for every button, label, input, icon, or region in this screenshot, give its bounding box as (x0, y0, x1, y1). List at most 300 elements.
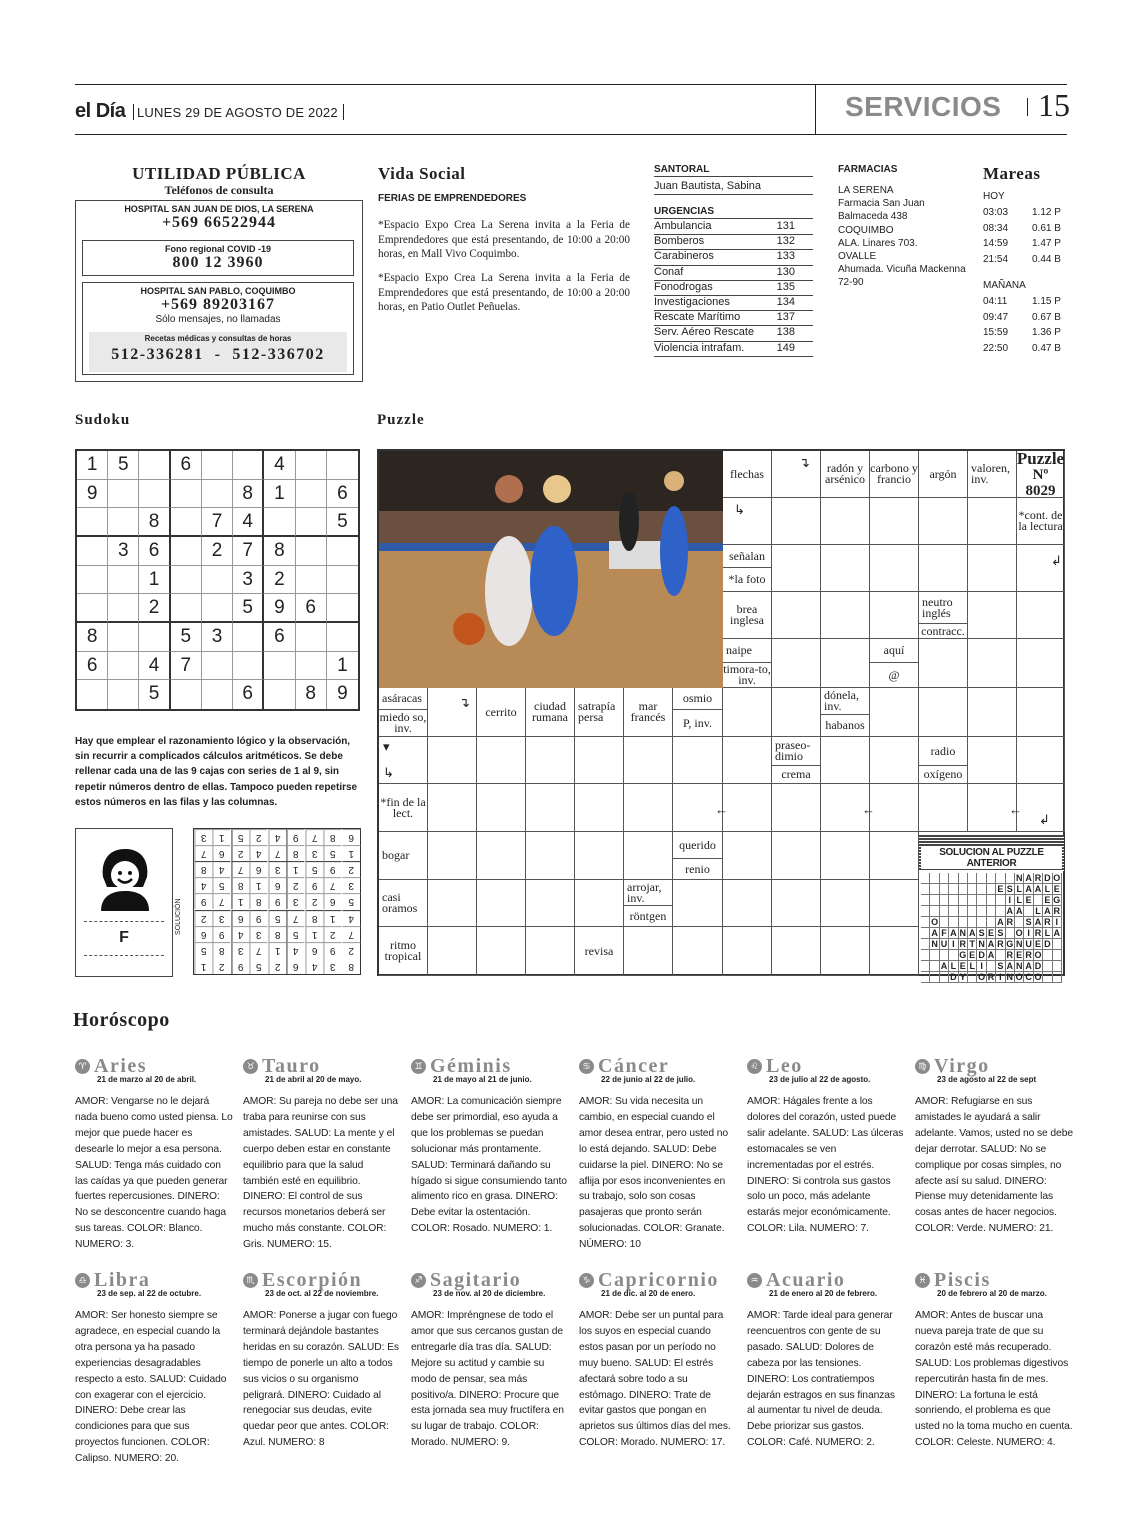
puzzle-clue: mar francés (624, 688, 673, 737)
solution-cell: 2 (342, 942, 360, 958)
section-title: SERVICIOS (845, 91, 1002, 122)
solution-cell: 5 (286, 926, 304, 942)
arrow-down-icon: ↴ (459, 695, 470, 710)
solution-cell: 3 (323, 958, 341, 974)
solution-letter (921, 906, 930, 917)
puzzle-cell[interactable] (821, 927, 870, 976)
solution-letter: R (1025, 950, 1032, 960)
sudoku-cell[interactable]: 9 (77, 480, 108, 509)
solution-cell: 2 (268, 958, 286, 974)
urgencia-label: Fonodrogas (654, 280, 713, 293)
solution-letter: G (1006, 939, 1014, 949)
solution-letter: G (959, 950, 967, 960)
sudoku-cell[interactable] (264, 508, 295, 537)
sudoku-cell[interactable]: 5 (108, 451, 139, 480)
solution-cell: 2 (249, 829, 267, 845)
puzzle-cell[interactable] (575, 784, 624, 832)
farmacia-line: COQUIMBO (838, 224, 894, 236)
marea-time: 08:34 (983, 222, 1009, 234)
sign-text: AMOR: Impréngnese de todo el amor que sus cercanos gustan de entregarle día tras día. SALUD: Mejore su actitud y cambie su modo de pensar, sea más positivo/a. DINERO: Procure que esta jornada sea muy fructífera en su lugar de trabajo. COLOR: Morado. NUMERO: 9. (411, 1310, 564, 1449)
urgencia-row (654, 326, 813, 341)
solution-cell: 7 (212, 893, 230, 909)
sudoku-cell[interactable]: 8 (233, 480, 264, 509)
solution-letter (949, 917, 958, 928)
solution-cell: 8 (323, 829, 341, 845)
solution-cell: 1 (249, 877, 267, 893)
sudoku-instructions: Hay que emplear el razonamiento lógico y la observación, sin recurrir a complicados cálculos aritméticos. Se debe rellenar cada una de las 9 cajas con series de 1 al 9, sin repetir números dentro de ellas. Tampoco pueden repetirse estos números en las filas y las columnas. (75, 736, 358, 808)
puzzle-cell[interactable] (428, 880, 477, 927)
puzzle-cell[interactable] (772, 592, 821, 639)
sudoku-cell[interactable] (77, 680, 108, 709)
solution-cell: 8 (348, 960, 354, 972)
puzzle-cell[interactable] (526, 927, 575, 976)
sudoku-cell[interactable]: 4 (233, 508, 264, 537)
sudoku-cell[interactable]: 3 (108, 537, 139, 566)
marea-value: 1.15 P (1032, 296, 1061, 307)
solution-letter (930, 873, 939, 884)
sudoku-cell[interactable] (171, 566, 202, 595)
marea-value: 0.47 B (1032, 342, 1061, 354)
sudoku-cell[interactable]: 5 (327, 508, 358, 537)
sign-header (915, 1269, 1073, 1291)
solution-cell: 1 (323, 910, 341, 926)
solution-letter: L (1015, 895, 1024, 906)
sudoku-cell[interactable]: 6 (77, 652, 108, 681)
sudoku-cell[interactable] (327, 623, 358, 652)
solution-letter: U (940, 939, 948, 949)
sudoku-cell[interactable] (139, 480, 170, 509)
urgencia-label: Carabineros (654, 250, 714, 263)
solution-cell: 4 (212, 861, 230, 877)
solution-letter: E (1053, 884, 1062, 895)
puzzle-cell[interactable] (526, 784, 575, 832)
puzzle-cell[interactable] (821, 880, 870, 927)
puzzle-cell[interactable] (575, 880, 624, 927)
puzzle-clue: naipe (723, 639, 772, 663)
urgencia-row (654, 296, 813, 311)
sudoku-cell[interactable] (296, 623, 327, 652)
sign-text: AMOR: Ser honesto siempre se agradece, en especial cuando la otra persona ya ha pasado experiencias desagradables respecto a esto. SALUD: Cuidado con exagerar con el ejercicio. DINERO: Debe crear las condiciones para que sus proyectos funcionen. COLOR: Calipso. NUMERO: 20. (75, 1310, 227, 1465)
solution-letter (1015, 917, 1024, 928)
puzzle-cell[interactable] (821, 737, 870, 784)
puzzle-clue: *fin de la lect. (379, 784, 428, 832)
puzzle-cell[interactable] (673, 927, 723, 976)
solution-cell: 2 (342, 861, 360, 877)
puzzle-cell[interactable] (919, 784, 968, 832)
marea-value: 1.36 P (1032, 327, 1061, 338)
sudoku-cell[interactable] (77, 537, 108, 566)
horoscope-sign (747, 1055, 905, 1237)
sudoku-cell[interactable]: 4 (139, 652, 170, 681)
solution-letter (968, 972, 977, 983)
puzzle-cell[interactable] (575, 832, 624, 880)
sudoku-cell[interactable] (264, 680, 295, 709)
puzzle-cell[interactable] (673, 880, 723, 927)
hospital-la-serena (75, 200, 363, 238)
puzzle-cell[interactable] (772, 927, 821, 976)
puzzle-cell[interactable] (821, 498, 870, 545)
sudoku-cell[interactable]: 8 (139, 508, 170, 537)
dotted-line (84, 921, 164, 922)
sudoku-cell[interactable] (233, 652, 264, 681)
solution-cell: 7 (323, 877, 341, 893)
solution-cell: 7 (342, 926, 360, 942)
sudoku-cell[interactable]: 7 (233, 537, 264, 566)
solution-cell: 5 (342, 893, 360, 909)
vida-social-title: Vida Social (378, 164, 466, 183)
puzzle-cell[interactable] (723, 688, 772, 737)
issue-date: LUNES 29 DE AGOSTO DE 2022 (137, 105, 338, 120)
puzzle-cell[interactable] (723, 832, 772, 880)
urgencia-row (654, 342, 813, 357)
sudoku-cell[interactable] (296, 508, 327, 537)
puzzle-cell[interactable] (870, 737, 919, 784)
solution-letter: A (1034, 917, 1042, 927)
sudoku-cell[interactable] (139, 623, 170, 652)
urgencia-label: Investigaciones (654, 296, 730, 308)
puzzle-cell[interactable] (821, 639, 870, 688)
sudoku-cell[interactable]: 3 (233, 566, 264, 595)
sudoku-cell[interactable]: 2 (264, 566, 295, 595)
puzzle-clue: arrojar, inv. (624, 880, 673, 906)
puzzle-cell[interactable] (870, 688, 919, 737)
solution-cell: 3 (305, 845, 323, 861)
sudoku-cell[interactable]: 6 (233, 680, 264, 709)
puzzle-cell[interactable] (870, 832, 919, 880)
puzzle-clue: radio (919, 737, 968, 766)
puzzle-clue: neutro inglés (919, 592, 968, 624)
puzzle-clue: casi oramos (379, 880, 428, 927)
sudoku-cell[interactable] (108, 480, 139, 509)
sudoku-cell[interactable] (264, 652, 295, 681)
sudoku-cell[interactable] (202, 566, 233, 595)
solution-letter (959, 873, 968, 884)
puzzle-cell[interactable] (772, 545, 821, 592)
sudoku-cell[interactable] (233, 451, 264, 480)
puzzle-cell[interactable] (673, 737, 723, 784)
sudoku-cell[interactable]: 5 (233, 594, 264, 623)
solution-letter (996, 906, 1005, 917)
puzzle-cell[interactable] (526, 832, 575, 880)
puzzle-number (1016, 448, 1065, 499)
zodiac-icon: ♊ (411, 1059, 426, 1074)
puzzle-cell[interactable] (772, 498, 821, 545)
puzzle-clue: querido (673, 832, 723, 859)
puzzle-cell[interactable] (870, 592, 919, 639)
solution-cell: 1 (194, 958, 212, 974)
sudoku-cell[interactable]: 7 (202, 508, 233, 537)
puzzle-cell[interactable] (477, 832, 526, 880)
puzzle-cell[interactable] (723, 498, 772, 545)
urgencia-label: Rescate Marítimo (654, 311, 741, 324)
solution-letter (940, 906, 949, 917)
solution-letter: I (1053, 917, 1062, 928)
sign-header (411, 1269, 569, 1291)
sudoku-cell[interactable] (108, 566, 139, 595)
solution-letter: E (1015, 950, 1024, 961)
sudoku-level-box (75, 828, 173, 977)
sign-header (75, 1269, 233, 1291)
puzzle-clue: renio (673, 859, 723, 880)
horoscope-sign (579, 1055, 737, 1253)
mareas-manana-label: MAÑANA (983, 280, 1026, 291)
sudoku-cell[interactable] (296, 451, 327, 480)
sudoku-cell[interactable]: 8 (296, 680, 327, 709)
puzzle-clue: flechas (723, 451, 772, 498)
sign-date: 20 de febrero al 20 de marzo. (937, 1289, 1047, 1298)
sudoku-cell[interactable]: 7 (171, 652, 202, 681)
puzzle-cell[interactable] (428, 832, 477, 880)
solution-letter (1053, 961, 1062, 972)
sudoku-cell[interactable] (171, 508, 202, 537)
sudoku-cell[interactable]: 1 (139, 566, 170, 595)
solution-letter: O (1034, 950, 1042, 960)
solution-cell: 4 (231, 926, 249, 942)
solution-letter: I (1006, 895, 1015, 906)
sudoku-cell[interactable]: 8 (264, 537, 295, 566)
solution-letter (1043, 950, 1052, 961)
puzzle-cell[interactable] (772, 451, 821, 498)
solution-letter (930, 895, 939, 906)
sign-date: 21 de marzo al 20 de abril. (97, 1075, 197, 1084)
solution-cell: 3 (231, 942, 249, 958)
solution-letter (959, 917, 968, 928)
puzzle-cell[interactable] (723, 927, 772, 976)
puzzle-cell[interactable] (477, 927, 526, 976)
header-divider (343, 104, 344, 120)
puzzle-cell[interactable] (870, 927, 919, 976)
solution-letter: I (977, 961, 986, 972)
solution-letter: L (1015, 884, 1024, 895)
solution-grid (921, 873, 1062, 982)
puzzle-cell[interactable] (428, 927, 477, 976)
sudoku-cell[interactable] (139, 451, 170, 480)
zodiac-icon: ♐ (411, 1273, 426, 1288)
puzzle-cell[interactable] (821, 832, 870, 880)
solution-letter: I (1024, 928, 1033, 939)
puzzle-cell[interactable] (477, 737, 526, 784)
solution-cell: 7 (268, 845, 286, 861)
sudoku-cell[interactable]: 8 (77, 623, 108, 652)
rule (654, 194, 813, 195)
sudoku-cell[interactable] (108, 623, 139, 652)
puzzle-cell[interactable] (772, 832, 821, 880)
sudoku-cell[interactable]: 1 (327, 652, 358, 681)
sudoku-cell[interactable]: 1 (77, 451, 108, 480)
puzzle-cell[interactable] (821, 592, 870, 639)
puzzle-cell[interactable] (428, 784, 477, 832)
header-top-rule (75, 84, 1067, 85)
solution-letter (921, 972, 930, 983)
puzzle-cell[interactable] (821, 545, 870, 592)
sudoku-cell[interactable] (77, 508, 108, 537)
sudoku-cell[interactable]: 9 (264, 594, 295, 623)
puzzle-cell[interactable] (870, 545, 919, 592)
marea-value: 0.67 B (1032, 311, 1061, 323)
puzzle-cell[interactable] (772, 784, 821, 832)
solution-cell: 7 (249, 942, 267, 958)
zodiac-icon: ♈ (75, 1059, 90, 1074)
puzzle-cell[interactable] (526, 880, 575, 927)
sudoku-cell[interactable]: 2 (139, 594, 170, 623)
puzzle-cell[interactable] (624, 784, 673, 832)
solution-letter: R (1053, 906, 1061, 916)
puzzle-cell[interactable] (772, 880, 821, 927)
arrow-down-icon: ▾ (383, 739, 390, 754)
puzzle-cell[interactable] (428, 737, 477, 784)
sudoku-cell[interactable]: 1 (264, 480, 295, 509)
sudoku-cell[interactable] (108, 652, 139, 681)
solution-letter (921, 939, 930, 950)
puzzle-cell[interactable] (575, 737, 624, 784)
solution-letter: A (950, 928, 957, 938)
puzzle-cell[interactable] (477, 880, 526, 927)
sudoku-cell[interactable] (202, 480, 233, 509)
puzzle-cell[interactable] (477, 784, 526, 832)
puzzle-cell[interactable] (1017, 592, 1065, 639)
puzzle-clue: röntgen (624, 906, 673, 927)
solution-letter (968, 906, 977, 917)
solution-letter (1053, 939, 1062, 950)
sudoku-cell[interactable]: 5 (171, 623, 202, 652)
sudoku-cell[interactable]: 6 (264, 623, 295, 652)
sudoku-grid[interactable] (75, 449, 360, 711)
sudoku-cell[interactable]: 6 (327, 480, 358, 509)
puzzle-cell[interactable] (624, 832, 673, 880)
puzzle-cell[interactable] (723, 784, 772, 832)
solution-letter (1043, 972, 1052, 983)
sudoku-cell[interactable] (202, 594, 233, 623)
solution-cell: 5 (194, 942, 212, 958)
sudoku-solution-grid (193, 828, 361, 975)
puzzle-cell[interactable] (968, 592, 1017, 639)
header-divider (815, 84, 816, 134)
puzzle-cell[interactable] (624, 927, 673, 976)
sudoku-cell[interactable] (171, 680, 202, 709)
marea-time: 22:50 (983, 342, 1009, 354)
solution-letter (949, 950, 958, 961)
sudoku-cell[interactable] (296, 652, 327, 681)
solution-letter: L (1034, 906, 1043, 917)
sudoku-cell[interactable] (327, 566, 358, 595)
urgencia-row (654, 266, 813, 281)
puzzle-cell[interactable] (723, 737, 772, 784)
solution-cell: 3 (268, 861, 286, 877)
sudoku-cell[interactable]: 5 (139, 680, 170, 709)
puzzle-cell[interactable] (919, 498, 968, 545)
sudoku-cell[interactable]: 4 (264, 451, 295, 480)
page-number: 15 (1038, 87, 1070, 123)
sudoku-cell[interactable] (108, 594, 139, 623)
puzzle-cell[interactable] (870, 498, 919, 545)
solution-letter (987, 917, 996, 928)
solution-cell: 6 (268, 877, 286, 893)
sudoku-cell[interactable] (327, 537, 358, 566)
sudoku-cell[interactable] (296, 480, 327, 509)
sudoku-cell[interactable] (327, 451, 358, 480)
puzzle-cell[interactable] (919, 545, 968, 592)
farmacia-line: OVALLE (838, 251, 877, 263)
solution-letter (996, 873, 1005, 884)
marea-time: 14:59 (983, 238, 1009, 249)
sudoku-cell[interactable]: 9 (337, 683, 348, 705)
puzzle-cell[interactable] (870, 880, 919, 927)
puzzle-cell[interactable] (968, 737, 1017, 784)
puzzle-cell[interactable] (870, 784, 919, 832)
urgencia-number: 149 (776, 341, 795, 354)
puzzle-cell[interactable] (968, 498, 1017, 545)
puzzle-cell[interactable] (526, 737, 575, 784)
solution-letter (1006, 873, 1015, 884)
puzzle-clue: oxígeno (919, 766, 968, 784)
sudoku-cell[interactable]: 3 (202, 623, 233, 652)
solution-letter: O (1015, 972, 1023, 982)
sudoku-cell[interactable] (171, 537, 202, 566)
sign-header (243, 1269, 401, 1291)
solution-letter: S (977, 928, 986, 939)
sudoku-cell[interactable] (77, 594, 108, 623)
puzzle-cell[interactable] (624, 737, 673, 784)
puzzle-cell[interactable] (968, 688, 1017, 737)
sign-header (747, 1269, 905, 1291)
solution-letter: A (1006, 961, 1014, 971)
solution-cell: 6 (305, 942, 323, 958)
puzzle-cell[interactable] (1017, 688, 1065, 737)
puzzle-cell[interactable] (919, 688, 968, 737)
sudoku-cell[interactable] (296, 566, 327, 595)
sudoku-cell[interactable] (108, 680, 139, 709)
puzzle-cell[interactable] (1017, 639, 1065, 688)
puzzle-cell[interactable] (723, 880, 772, 927)
utilidad-subtitle: Teléfonos de consulta (164, 183, 274, 197)
crossword-puzzle[interactable] (377, 448, 1065, 982)
sudoku-cell[interactable] (171, 480, 202, 509)
solution-letter: L (1043, 928, 1052, 939)
puzzle-cell[interactable] (1017, 737, 1065, 784)
sudoku-cell[interactable] (233, 623, 264, 652)
puzzle-cell[interactable] (772, 688, 821, 737)
sudoku-cell[interactable] (296, 537, 327, 566)
sudoku-cell[interactable] (327, 594, 358, 623)
header-divider (133, 104, 134, 120)
marea-value: 0.61 B (1032, 222, 1061, 234)
sudoku-cell[interactable]: 6 (171, 451, 202, 480)
sudoku-cell[interactable] (202, 451, 233, 480)
sudoku-cell[interactable]: 6 (139, 537, 170, 566)
puzzle-cell[interactable] (772, 639, 821, 688)
horoscope-sign (75, 1055, 233, 1253)
sudoku-cell[interactable] (171, 594, 202, 623)
puzzle-cell[interactable] (968, 545, 1017, 592)
sudoku-cell[interactable]: 6 (296, 594, 327, 623)
sudoku-cell[interactable] (202, 680, 233, 709)
sudoku-cell[interactable] (108, 508, 139, 537)
solution-cell: 9 (323, 861, 341, 877)
sign-header (747, 1055, 905, 1077)
sudoku-cell[interactable] (77, 566, 108, 595)
sudoku-cell[interactable] (202, 652, 233, 681)
sign-date: 23 de agosto al 22 de sept (937, 1075, 1037, 1084)
marea-row (983, 343, 1063, 354)
sudoku-cell[interactable]: 2 (202, 537, 233, 566)
solution-cell: 9 (249, 910, 267, 926)
sign-header (75, 1055, 233, 1077)
puzzle-cell[interactable] (968, 639, 1017, 688)
solution-cell: 9 (268, 893, 286, 909)
puzzle-cell[interactable] (919, 639, 968, 688)
puzzle-clue: ritmo tropical (379, 927, 428, 976)
solution-cell: 9 (323, 942, 341, 958)
